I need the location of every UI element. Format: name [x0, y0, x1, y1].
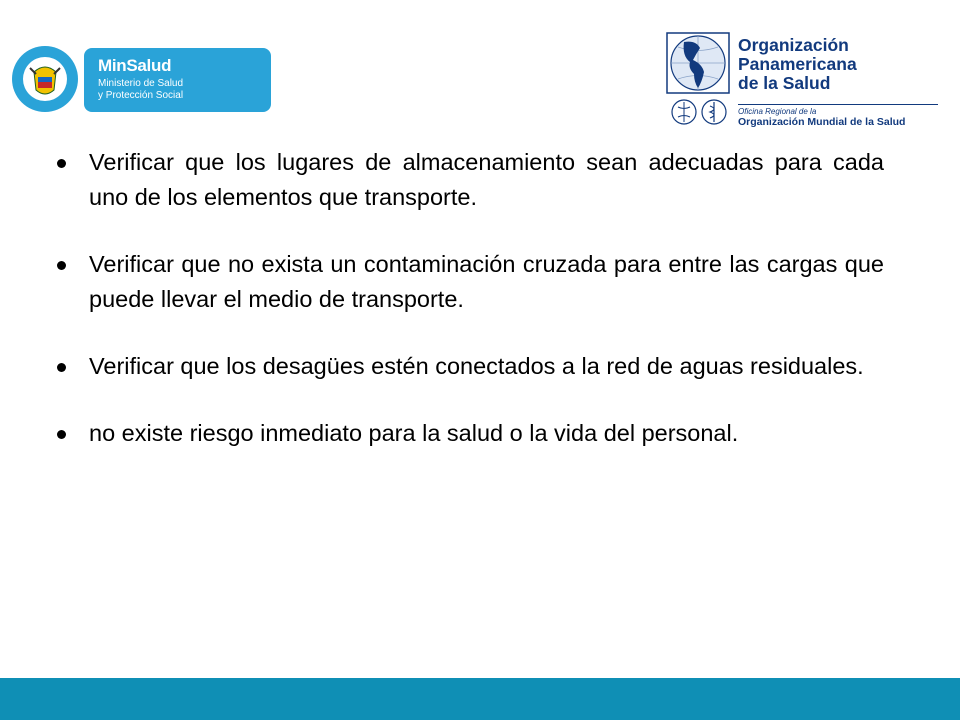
bullet-item	[52, 247, 884, 317]
bullet-item	[52, 416, 884, 451]
ops-logo	[664, 30, 954, 134]
bullet-dot-icon	[57, 363, 66, 372]
bullet-dot-icon	[57, 430, 66, 439]
bullet-text: no existe riesgo inmediato para la salud o la vida del personal.	[89, 420, 739, 446]
minsalud-subtitle-line2: y Protección Social	[98, 90, 184, 101]
oms-emblems-icon	[670, 98, 732, 126]
bullet-dot-icon	[57, 261, 66, 270]
bullet-text: Verificar que los desagües estén conectados a la red de aguas residuales.	[89, 353, 864, 379]
bullet-text: Verificar que no exista un contaminación cruzada para entre las cargas que puede llevar el medio de transporte.	[89, 251, 884, 312]
bullet-list	[52, 145, 884, 451]
colombia-seal-icon	[10, 44, 80, 114]
bullet-item	[52, 145, 884, 215]
bullet-item	[52, 349, 884, 384]
ops-title-line1: Organización	[738, 35, 849, 55]
americas-globe-icon	[666, 32, 730, 94]
bullet-dot-icon	[57, 159, 66, 168]
ops-office-line2: Organización Mundial de la Salud	[738, 116, 906, 128]
minsalud-brand: MinSalud	[98, 56, 172, 75]
minsalud-box	[84, 48, 271, 112]
ops-title	[738, 36, 952, 93]
ops-office	[738, 107, 954, 128]
ops-office-line1: Oficina Regional de la	[738, 107, 817, 116]
bullet-text: Verificar que los lugares de almacenamiento sean adecuadas para cada uno de los elementos que transporte.	[89, 149, 884, 210]
minsalud-subtitle	[98, 78, 183, 102]
footer-bar	[0, 678, 960, 720]
minsalud-logo	[8, 40, 273, 118]
minsalud-subtitle-line1: Ministerio de Salud	[98, 78, 184, 89]
ops-divider	[738, 104, 938, 105]
slide-content	[52, 145, 884, 451]
ops-title-line3: de la Salud	[738, 73, 831, 93]
ops-title-line2: Panamericana	[738, 54, 857, 74]
